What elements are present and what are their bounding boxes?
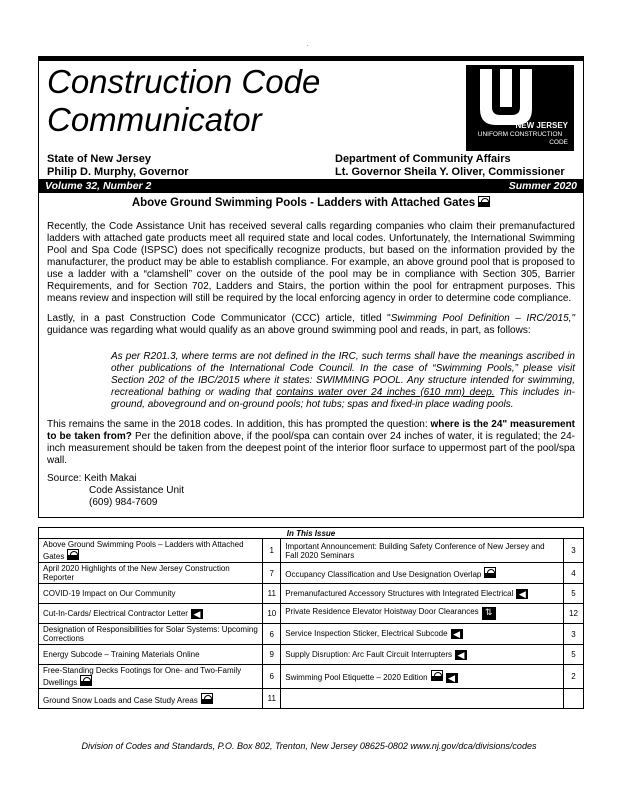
state-name: State of New Jersey [47,153,151,165]
toc-item-title: Private Residence Elevator Hoistway Door Clearances [285,607,479,616]
toc-item-title: Cut-In-Cards/ Electrical Contractor Letter [43,608,188,618]
elevator-icon: ⇅ [482,607,496,620]
definition-quote [111,351,575,411]
toc-left-title[interactable] [39,689,263,709]
toc-left-page: 6 [263,665,281,689]
picture-icon [201,693,213,704]
picture-icon [484,567,496,578]
toc-right-page: 2 [564,665,584,689]
toc-left-page: 1 [263,539,281,563]
toc-left-page: 11 [263,584,281,604]
toc-left-page: 6 [263,624,281,645]
picture-icon [80,675,92,686]
toc-item-title: Energy Subcode – Training Materials Online [43,650,200,659]
toc-right-title[interactable] [281,645,564,665]
stray-mark: . [307,42,309,48]
newsletter-title [47,63,320,139]
top-rule [39,57,583,61]
arrow-left-icon: ◀ [451,629,463,639]
p3-question: where is the 24" measurement to be taken from? [47,419,576,442]
arrow-left-icon: ◀ [455,650,467,660]
picture-icon [67,549,79,560]
toc-item-title: Supply Disruption: Arc Fault Circuit Interrupters [285,649,452,659]
toc-item-title: Service Inspection Sticker, Electrical Subcode [285,629,448,638]
toc-item-title: COVID-19 Impact on Our Community [43,589,176,598]
pool-picture-icon [478,196,490,207]
toc-item-title: Above Ground Swimming Pools – Ladders with Attached Gates [43,540,244,561]
commissioner-name: Lt. Governor Sheila Y. Oliver, Commissioner [335,166,565,178]
article-title [39,196,583,209]
title-line-1: Construction Code [47,63,321,100]
toc-right-page: 12 [564,604,584,624]
toc-right-page: 3 [564,624,584,645]
toc-left-page: 7 [263,563,281,584]
toc-left-title[interactable] [39,563,263,584]
p2-text-a: Lastly, in a past Construction Code Communicator (CCC) article, titled " [47,313,391,324]
toc-row [39,604,584,624]
department-name: Department of Community Affairs [335,153,511,165]
source-phone: (609) 984-7609 [89,497,158,508]
toc-left-title[interactable] [39,584,263,604]
toc-item-title: Designation of Responsibilities for Solar Systems: Upcoming Corrections [43,625,258,643]
toc-left-title[interactable] [39,665,263,689]
toc-left-title[interactable] [39,645,263,665]
issue-season: Summer 2020 [508,180,577,192]
toc-left-page: 11 [263,689,281,709]
toc-row [39,539,584,563]
title-line-2: Communicator [47,101,262,138]
p3-text-a: This remains the same in the 2018 codes. In addition, this has prompted the question: [47,419,431,430]
toc-left-title[interactable] [39,624,263,645]
toc-row [39,665,584,689]
quote-underlined: contains water over 24 inches (610 mm) deep. [276,387,495,398]
ucc-logo [466,65,574,151]
toc-right-page: 5 [564,584,584,604]
p2-text-b: guidance was regarding what would qualify as an above ground swimming pool and reads, in part, as follows: [47,325,531,336]
toc-row [39,645,584,665]
toc-right-title[interactable] [281,584,564,604]
quote-text-a: As per R201.3, where terms are not defined in the IRC, such terms shall have the meanings ascribed in other publications of the International Code Council. In the case of “Swimming Pools,” please visit Section 202 of the IBC/2015 where it states: SWIMMING POOL. Any structure intended for swimming, recreational bathing or wading that [111,351,575,398]
toc-right-page [564,689,584,709]
source-block [47,473,184,509]
logo-state: NEW JERSEY [515,121,568,130]
toc-right-title[interactable] [281,624,564,645]
toc-item-title: Important Announcement: Building Safety Conference of New Jersey and Fall 2020 Seminars [285,541,545,560]
article-paragraph-2 [47,313,575,337]
volume-bar [39,179,583,193]
toc-item-title: Swimming Pool Etiquette – 2020 Edition [285,673,428,682]
toc-item-title: Free-Standing Decks Footings for One- and Two-Family Dwellings [43,666,242,687]
governor-name: Philip D. Murphy, Governor [47,166,189,178]
toc-right-title[interactable] [281,539,564,563]
toc-row [39,624,584,645]
toc-item-title: April 2020 Highlights of the New Jersey Construction Reporter [43,564,230,582]
arrow-left-icon: ◀ [516,589,528,599]
source-unit: Code Assistance Unit [89,485,185,496]
toc-right-title[interactable] [281,604,564,624]
toc-left-page: 9 [263,645,281,665]
volume-number: Volume 32, Number 2 [45,180,152,192]
source-name: Source: Keith Makai [47,473,137,484]
p2-article-title: Swimming Pool Definition – IRC/2015," [390,313,575,324]
newsletter-frame [38,56,584,518]
logo-caption-line-1: UNIFORM CONSTRUCTION [477,131,563,138]
logo-caption-line-2: CODE [549,139,568,146]
toc-row [39,689,584,709]
article-paragraph-1: Recently, the Code Assistance Unit has received several calls regarding companies who claim their premanufactured ladders with attached gate products meet all required state and local codes. Unfortunately, the International Swimming Pool and Spa Code (ISPSC) does not specifically recognize products, but based on the information provided by the manufacturer, the product may be able to establish compliance. For example, an above ground pool that is proposed to use a ladder with a “clamshell” cover on the outside of the pool may be in compliance with Section 305, Barrier Requirements, and for Section 702, Ladders and Stairs, the portion within the pool for entrapment purposes. This means review and inspection will still be required by the local enforcing agency in order to determine code compliance. [47,221,575,304]
toc-item-title: Occupancy Classification and Use Designation Overlap [285,570,482,579]
article-title-text: Above Ground Swimming Pools - Ladders with Attached Gates [131,197,476,209]
toc-left-title[interactable] [39,539,263,563]
toc-right-page: 4 [564,563,584,584]
p3-text-b: Per the definition above, if the pool/spa can contain over 24 inches of water, it is regulated; the 24-inch measurement should be taken from the deepest point of the interior floor surface to uppermost part of the pool/spa wall. [47,431,575,466]
toc-header: In This Issue [39,528,584,539]
in-this-issue-table [38,527,584,709]
toc-right-title[interactable] [281,563,564,584]
toc-right-page: 3 [564,539,584,563]
toc-left-page: 10 [263,604,281,624]
toc-left-title[interactable] [39,604,263,624]
department-block [335,153,565,179]
toc-right-title [281,689,564,709]
toc-row [39,563,584,584]
quote-text-b: This includes in-ground, aboveground and on-ground pools; hot tubs; spas and fixed-in place wading pools. [111,387,575,410]
ucc-logo-mark-icon [476,69,536,125]
picture-icon [431,670,443,681]
footer: Division of Codes and Standards, P.O. Box 802, Trenton, New Jersey 08625-0802 www.nj.gov/dca/divisions/codes [81,741,537,751]
logo-caption [466,131,574,147]
toc-right-page: 5 [564,645,584,665]
toc-item-title: Premanufactured Accessory Structures with Integrated Electrical [285,588,514,598]
toc-right-title[interactable] [281,665,564,689]
arrow-left-icon: ◀ [191,609,203,619]
state-block [47,153,189,179]
toc-item-title: Ground Snow Loads and Case Study Areas [43,695,198,705]
arrow-left-icon: ◀ [446,673,458,683]
article-paragraph-3 [47,419,575,467]
toc-row [39,584,584,604]
